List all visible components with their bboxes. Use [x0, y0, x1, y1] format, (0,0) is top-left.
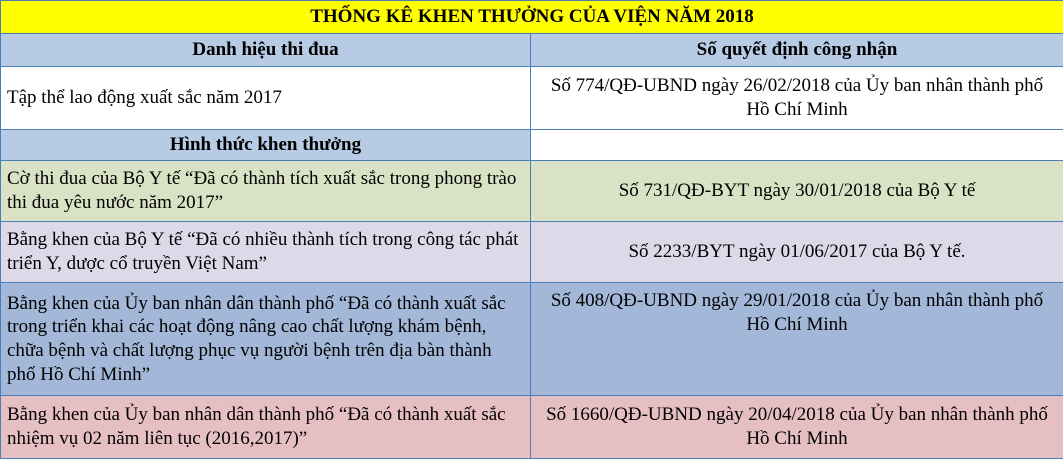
decision-number-cell-5: Số 1660/QĐ-UBND ngày 20/04/2018 của Ủy ban nhân thành phố Hồ Chí Minh — [531, 396, 1063, 459]
decision-number-cell-2: Số 731/QĐ-BYT ngày 30/01/2018 của Bộ Y tế — [531, 161, 1063, 222]
page-title: THỐNG KÊ KHEN THƯỞNG CỦA VIỆN NĂM 2018 — [1, 1, 1063, 34]
table-row — [1, 67, 1063, 130]
award-title-cell-3: Bằng khen của Bộ Y tế “Đã có nhiều thành tích trong công tác phát triển Y, dược cổ truyền Việt Nam” — [1, 222, 531, 283]
table-row — [1, 161, 1063, 222]
award-title-cell-5: Bằng khen của Ủy ban nhân dân thành phố “Đã có thành xuất sắc nhiệm vụ 02 năm liên tục (2016,2017)” — [1, 396, 531, 459]
award-title-cell-2: Cờ thi đua của Bộ Y tế “Đã có thành tích xuất sắc trong phong trào thi đua yêu nước năm 2017” — [1, 161, 531, 222]
table-row — [1, 396, 1063, 459]
table-row — [1, 283, 1063, 396]
award-title-cell-4: Bằng khen của Ủy ban nhân dân thành phố “Đã có thành xuất sắc trong triển khai các hoạt động nâng cao chất lượng khám bệnh, chữa bệnh và chất lượng phục vụ người bệnh trên địa bàn thành phố Hồ Chí Minh” — [1, 283, 531, 396]
table-subheader-row — [1, 130, 1063, 161]
decision-number-cell-1: Số 774/QĐ-UBND ngày 26/02/2018 của Ủy ban nhân thành phố Hồ Chí Minh — [531, 67, 1063, 130]
table-row — [1, 222, 1063, 283]
decision-number-cell-4: Số 408/QĐ-UBND ngày 29/01/2018 của Ủy ban nhân thành phố Hồ Chí Minh — [531, 283, 1063, 396]
decision-number-cell-3: Số 2233/BYT ngày 01/06/2017 của Bộ Y tế. — [531, 222, 1063, 283]
column-header-decision-number: Số quyết định công nhận — [531, 34, 1063, 67]
table-header-row — [1, 34, 1063, 67]
column-header-award-title: Danh hiệu thi đua — [1, 34, 531, 67]
award-title-cell-1: Tập thể lao động xuất sắc năm 2017 — [1, 67, 531, 130]
table-title-row — [1, 1, 1063, 34]
subheader-empty-cell — [531, 130, 1063, 161]
subheader-reward-form: Hình thức khen thưởng — [1, 130, 531, 161]
